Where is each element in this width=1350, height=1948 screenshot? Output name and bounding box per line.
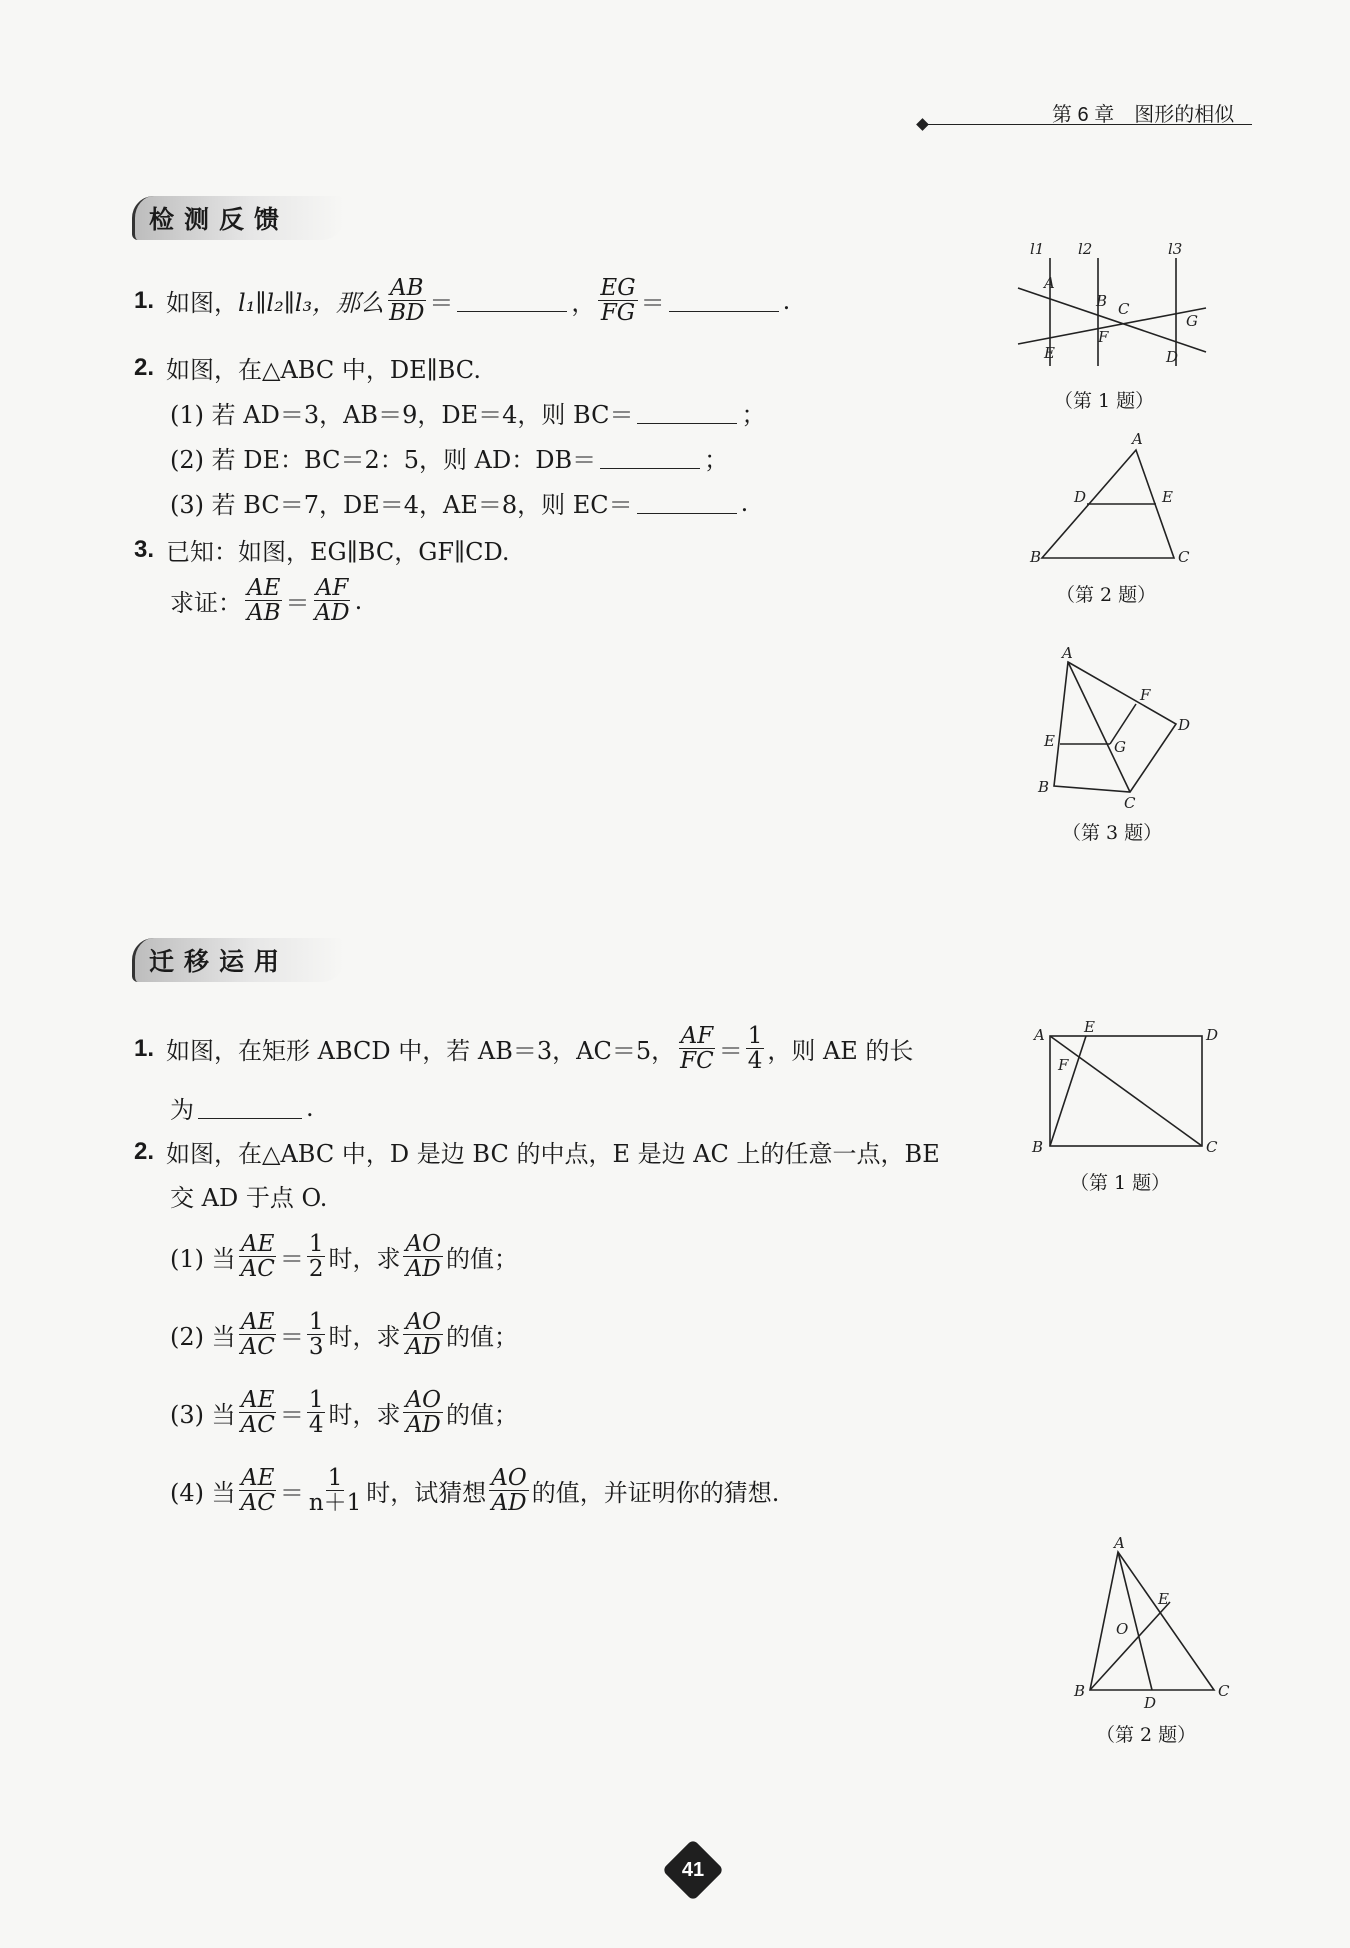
s2-q2-part2: (2) 当 $\frac{AE}{AC}$ ＝ $\frac{1}{3}$ 时，求 $\frac{AO}{AD}$ 的值； [170, 1309, 518, 1361]
figure-rectangle [1026, 1016, 1226, 1156]
label-A: A [1114, 1534, 1125, 1552]
answer-blank[interactable] [637, 491, 737, 514]
section-title-feedback: 检测反馈 [132, 196, 344, 240]
section2-questions [134, 1010, 1014, 1530]
section1-questions [134, 270, 1014, 870]
label-E: E [1162, 488, 1173, 506]
s1-q2-stem: 2. 如图，在△ABC 中，DE∥BC. [134, 353, 481, 384]
label-G: G [1114, 738, 1126, 756]
label-A: A [1034, 1026, 1045, 1044]
label-E: E [1158, 1590, 1169, 1608]
s1-q3-prove: 求证： $\frac{AE}{AB}$ ＝ $\frac{AF}{AD}$ . [170, 575, 363, 627]
label-A: A [1062, 644, 1073, 662]
s1-q2-part3: (3) 若 BC＝7，DE＝4，AE＝8，则 EC＝ . [170, 488, 749, 519]
label-O: O [1116, 1620, 1129, 1638]
label-D: D [1166, 348, 1179, 366]
answer-blank[interactable] [457, 289, 567, 312]
label-D: D [1178, 716, 1191, 734]
label-F: F [1098, 328, 1109, 346]
answer-blank[interactable] [198, 1096, 302, 1119]
label-D: D [1074, 488, 1087, 506]
label-l1: l1 [1030, 240, 1045, 258]
label-B: B [1096, 292, 1108, 310]
s1-q1: 1. 如图， l₁∥l₂∥l₃，那么 $\frac{AB}{BD}$ ＝ ， $\frac{EG}{FG}$ ＝ . [134, 275, 791, 327]
label-B: B [1032, 1138, 1044, 1156]
page-number-badge: 41 [662, 1839, 724, 1901]
s2-q2-stem2: 交 AD 于点 O. [170, 1184, 328, 1212]
caption-s2-fig2: （第 2 题） [1096, 1724, 1197, 1746]
label-E: E [1044, 344, 1055, 362]
figure-triangle-de-bc [1020, 428, 1200, 568]
label-F: F [1058, 1056, 1069, 1074]
label-A: A [1044, 274, 1055, 292]
s1-q2-part2: (2) 若 DE：BC＝2：5，则 AD：DB＝ ； [170, 446, 729, 474]
s2-q1-line2: 为 . [170, 1093, 314, 1124]
caption-s1-fig3: （第 3 题） [1062, 822, 1163, 844]
label-l2: l2 [1078, 240, 1093, 258]
label-B: B [1074, 1682, 1086, 1700]
section-title-application: 迁移运用 [132, 938, 344, 982]
label-G: G [1186, 312, 1198, 330]
figure-quadrilateral [1024, 642, 1204, 812]
answer-blank[interactable] [669, 289, 779, 312]
label-C: C [1218, 1682, 1230, 1700]
label-E: E [1044, 732, 1055, 750]
label-A: A [1132, 430, 1143, 448]
caption-s1-fig2: （第 2 题） [1056, 584, 1157, 606]
label-C: C [1118, 300, 1130, 318]
figure-triangle-median [1060, 1530, 1260, 1710]
label-E: E [1084, 1018, 1095, 1036]
s1-q2-part1: (1) 若 AD＝3，AB＝9，DE＝4，则 BC＝ ； [170, 401, 766, 429]
caption-s1-fig1: （第 1 题） [1054, 390, 1155, 412]
label-F: F [1140, 686, 1151, 704]
caption-s2-fig1: （第 1 题） [1070, 1172, 1171, 1194]
label-C: C [1124, 794, 1136, 812]
chapter-header: 第 6 章 图形的相似 [1052, 104, 1235, 126]
figure-parallel-lines [1010, 240, 1220, 380]
label-D: D [1144, 1694, 1157, 1710]
s2-q2-part4: (4) 当 $\frac{AE}{AC}$ ＝ $\frac{1}{n+1}$ 时，试猜想 $\frac{AO}{AD}$ 的值，并证明你的猜想. [170, 1465, 780, 1517]
s2-q1: 1. 如图，在矩形 ABCD 中，若 AB＝3，AC＝5， $\frac{AF}{FC}$ ＝ $\frac{1}{4}$ ，则 AE 的长 [134, 1023, 914, 1075]
s2-q2-part3: (3) 当 $\frac{AE}{AC}$ ＝ $\frac{1}{4}$ 时，求 $\frac{AO}{AD}$ 的值； [170, 1387, 518, 1439]
header-rule [924, 124, 1252, 125]
answer-blank[interactable] [600, 446, 700, 469]
label-B: B [1030, 548, 1042, 566]
s2-q2-stem1: 2. 如图，在△ABC 中，D 是边 BC 的中点，E 是边 AC 上的任意一点，BE [134, 1137, 940, 1168]
label-l3: l3 [1168, 240, 1183, 258]
s2-q2-part1: (1) 当 $\frac{AE}{AC}$ ＝ $\frac{1}{2}$ 时，求 $\frac{AO}{AD}$ 的值； [170, 1231, 518, 1283]
label-C: C [1178, 548, 1190, 566]
answer-blank[interactable] [637, 401, 737, 424]
label-B: B [1038, 778, 1050, 796]
label-D: D [1206, 1026, 1219, 1044]
label-C: C [1206, 1138, 1218, 1156]
s1-q3-stem: 3. 已知：如图，EG∥BC，GF∥CD. [134, 535, 510, 566]
